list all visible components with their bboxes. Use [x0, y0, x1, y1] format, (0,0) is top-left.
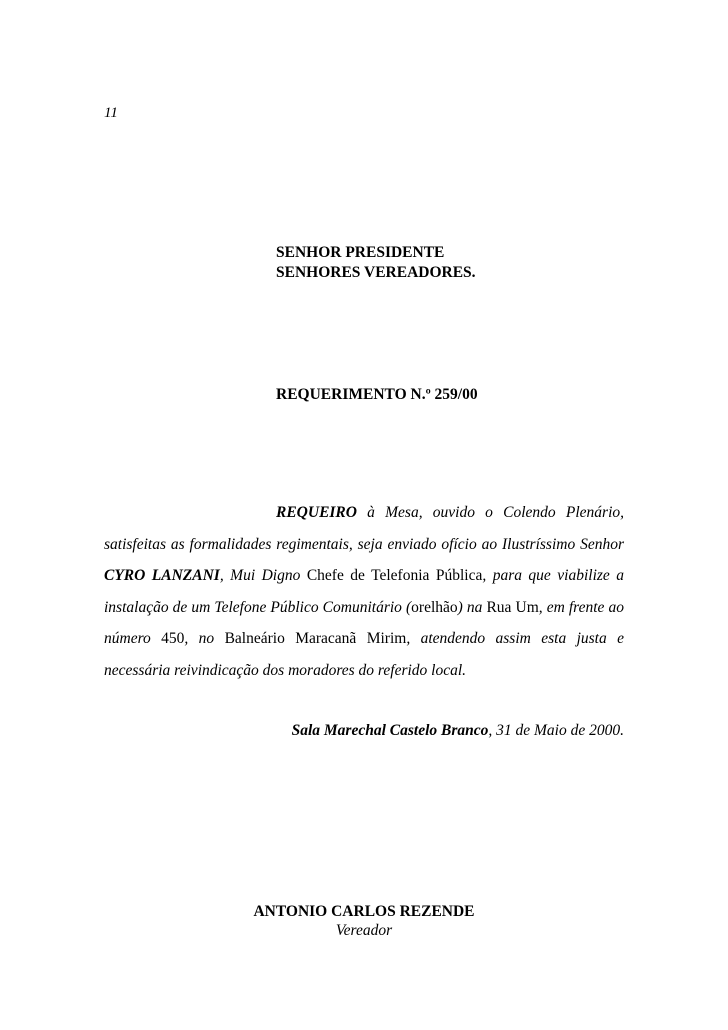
session-date: , 31 de Maio de 2000.	[488, 722, 624, 739]
recipient-position: Chefe de Telefonia Pública	[306, 567, 483, 584]
dateline	[292, 721, 624, 741]
salutation-councilors: SENHORES VEREADORES.	[276, 264, 476, 281]
body-text-2: , Mui Digno	[219, 567, 307, 584]
body-text-7: , atendendo assim esta justa e necessária reivindicação dos moradores do referido local.	[104, 630, 624, 679]
street-name: Rua Um	[486, 598, 539, 616]
session-place: Sala Marechal Castelo Branco	[291, 722, 489, 739]
signatory-role: Vereador	[335, 922, 393, 939]
orelhao-text: orelhão	[411, 598, 458, 616]
signatory-name: ANTONIO CARLOS REZENDE	[253, 903, 475, 920]
body-text-5: , em frente ao número	[104, 598, 624, 647]
signature-block	[200, 902, 528, 940]
street-number: 450	[161, 630, 185, 647]
salutation	[276, 243, 476, 283]
body-text-1: à Mesa, ouvido o Colendo Plenário, satisfeitas as formalidades regimentais, seja enviado ofício ao Ilustríssimo Senhor	[104, 504, 624, 553]
requeiro-keyword: REQUEIRO	[276, 504, 357, 521]
body-text-3: , para que viabilize a instalação de um Telefone Público Comunitário (	[104, 567, 625, 616]
request-body	[104, 497, 624, 686]
body-text-6: , no	[184, 630, 225, 647]
salutation-president: SENHOR PRESIDENTE	[276, 244, 445, 261]
recipient-name: CYRO LANZANI	[104, 567, 220, 584]
requerimento-title: REQUERIMENTO N.º 259/00	[276, 386, 478, 403]
neighborhood-name: Balneário Maracanã Mirim	[224, 630, 407, 647]
body-text-4: ) na	[457, 598, 487, 616]
page-number: 11	[104, 105, 118, 121]
